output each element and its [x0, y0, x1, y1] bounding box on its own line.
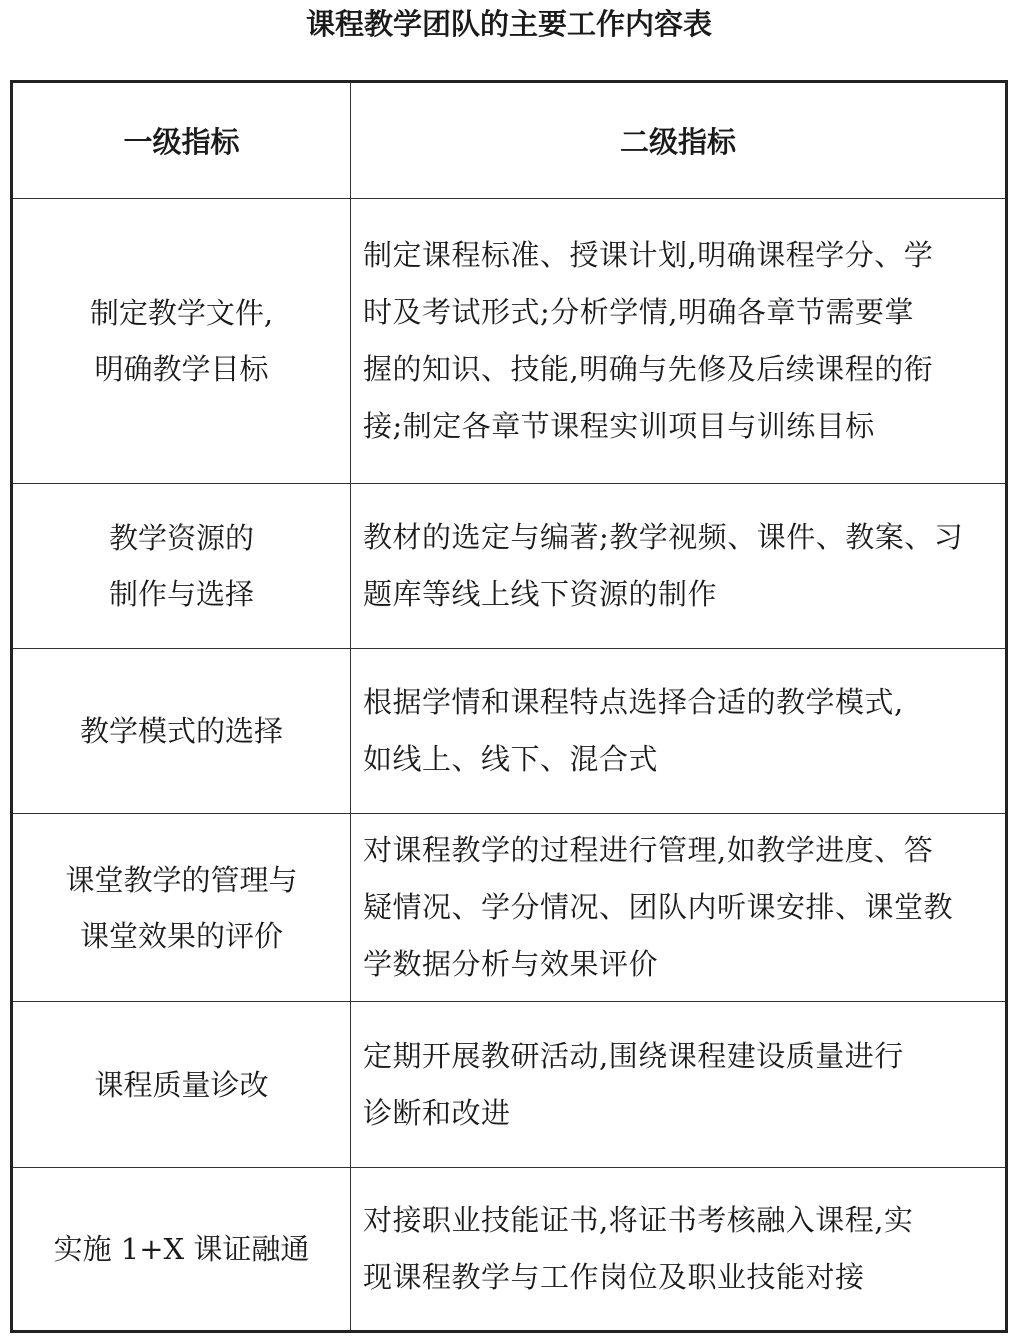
level1-cell — [12, 1002, 351, 1168]
level2-cell — [351, 814, 1007, 1002]
level1-cell — [12, 649, 351, 814]
level1-cell — [12, 1168, 351, 1332]
level2-text: 时及考试形式;分析学情,明确各章节需要掌 — [363, 295, 914, 329]
level2-text: 现课程教学与工作岗位及职业技能对接 — [363, 1260, 865, 1294]
level2-text: 诊断和改进 — [363, 1095, 511, 1130]
header-level1: 一级指标 — [12, 82, 351, 199]
level1-text: 教学模式的选择 — [79, 714, 283, 748]
table-row — [12, 814, 1007, 1002]
level2-cell — [351, 649, 1007, 814]
level1-cell — [12, 199, 351, 484]
level2-text: 疑情况、学分情况、团队内听课安排、课堂教 — [363, 890, 954, 924]
level1-text: 课堂效果的评价 — [79, 918, 283, 953]
level1-text: 课堂教学的管理与 — [65, 862, 298, 897]
level1-text: 制定教学文件, — [89, 296, 274, 330]
level2-cell — [351, 484, 1007, 649]
level2-text: 题库等线上线下资源的制作 — [363, 577, 718, 611]
level1-cell — [12, 814, 351, 1002]
table-row — [12, 1168, 1007, 1332]
level2-cell — [351, 199, 1007, 484]
level1-text: 教学资源的 — [108, 521, 254, 555]
table-row — [12, 649, 1007, 814]
level1-cell — [12, 484, 351, 649]
table-row — [12, 1002, 1007, 1168]
level2-text: 如线上、线下、混合式 — [363, 742, 659, 776]
table-body — [12, 199, 1007, 1332]
level2-text: 对接职业技能证书,将证书考核融入课程,实 — [363, 1203, 914, 1237]
table-row — [12, 199, 1007, 484]
header-row — [12, 82, 1007, 199]
table-title: 课程教学团队的主要工作内容表 — [305, 7, 712, 41]
level2-text: 握的知识、技能,明确与先修及后续课程的衔 — [363, 352, 934, 386]
level1-text: 明确教学目标 — [94, 352, 269, 386]
level2-text: 接;制定各章节课程实训项目与训练目标 — [363, 409, 875, 443]
level2-text: 教材的选定与编著;教学视频、课件、教案、习 — [363, 520, 964, 554]
level2-text: 根据学情和课程特点选择合适的教学模式, — [363, 685, 904, 719]
level2-cell — [351, 1002, 1007, 1168]
header-level2: 二级指标 — [351, 82, 1007, 199]
level1-text: 实施 1+X 课证融通 — [53, 1232, 310, 1266]
level1-text: 课程质量诊改 — [94, 1067, 269, 1102]
level2-cell — [351, 1168, 1007, 1332]
work-content-table — [10, 80, 1008, 1333]
level2-text: 定期开展教研活动,围绕课程建设质量进行 — [363, 1038, 904, 1073]
level2-text: 对课程教学的过程进行管理,如教学进度、答 — [363, 833, 934, 867]
table-row — [12, 484, 1007, 649]
level2-text: 学数据分析与效果评价 — [363, 947, 659, 981]
level2-text: 制定课程标准、授课计划,明确课程学分、学 — [363, 238, 934, 272]
level1-text: 制作与选择 — [108, 577, 254, 611]
